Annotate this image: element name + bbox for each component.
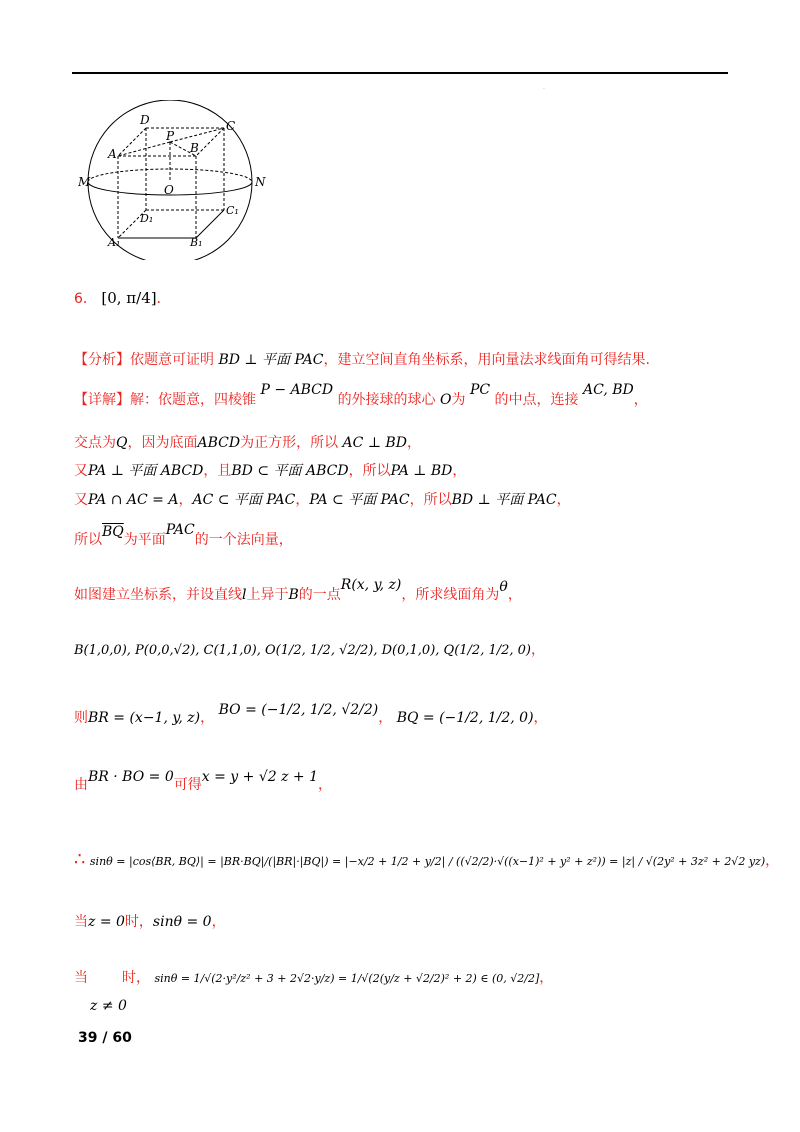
line-11-sine: ∴ sinθ = |cos⟨BR, BQ⟩| = |BR·BQ|/(|BR|·|BQ|) = |−x/2 + 1/2 + y/2| / ((√2/2)·√((x−1)² + y² + z²)) = |z| / √(2y² + 3z² + 2√2 yz)，	[74, 849, 780, 870]
analysis-tag: 【分析】	[74, 352, 130, 368]
analysis-line: 【分析】依题意可证明 BD ⊥ 平面 PAC，建立空间直角坐标系，用向量法求线面角可得结果.	[74, 352, 650, 368]
header-mark: ·	[543, 86, 545, 93]
line-7: 如图建立坐标系，并设直线l上异于B的一点R(x, y, z)，所求线面角为θ，	[74, 577, 522, 603]
page-number: 39 / 60	[78, 1030, 132, 1046]
label-C1: C₁	[226, 204, 239, 217]
detail-tag: 【详解】	[74, 392, 130, 408]
line-12: 当z = 0时，sinθ = 0，	[74, 914, 226, 930]
label-A1: A₁	[108, 236, 121, 249]
line-4: 又PA ⊥ 平面 ABCD，且BD ⊂ 平面 ABCD，所以PA ⊥ BD，	[74, 463, 467, 479]
line-8-coordinates: B(1,0,0), P(0,0,√2), C(1,1,0), O(1/2, 1/2, √2/2), D(0,1,0), Q(1/2, 1/2, 0)，	[74, 642, 545, 658]
label-M: M	[78, 175, 91, 189]
label-O: O	[164, 183, 174, 197]
q6-number: 6．	[74, 291, 97, 307]
line-3: 交点为Q，因为底面ABCD为正方形，所以 AC ⊥ BD，	[74, 435, 421, 451]
line-6: 所以$\overline{BQ}$为平面PAC的一个法向量，	[74, 522, 293, 548]
line-13-condition: z ≠ 0	[90, 998, 127, 1014]
label-C: C	[226, 119, 236, 133]
label-D: D	[140, 113, 150, 127]
q6-answer: [0, π/4]	[101, 289, 157, 307]
label-P: P	[166, 129, 175, 143]
q6-line: 6． [0, π/4]．	[74, 289, 171, 307]
line-13: 当 时， sinθ = 1/√(2·y²/z² + 3 + 2√2·y/z) = 1/√(2(y/z + √2/2)² + 2) ∈ (0, √2/2]，	[74, 970, 554, 986]
label-B1: B₁	[190, 236, 203, 249]
equator-back	[88, 169, 252, 182]
label-N: N	[255, 175, 266, 189]
line-5: 又PA ∩ AC = A，AC ⊂ 平面 PAC，PA ⊂ 平面 PAC，所以BD ⊥ 平面 PAC，	[74, 492, 571, 508]
line-10: 由BR · BO = 0可得x = y + √2 z + 1，	[74, 769, 333, 793]
label-A: A	[108, 147, 117, 161]
sphere-cube-diagram	[78, 100, 278, 260]
detail-line: 【详解】解：依题意，四棱锥 P − ABCD 的外接球的球心 O为 PC 的中点，连接 AC, BD，	[74, 382, 648, 408]
line-9-vectors: 则BR = (x−1, y, z)， BO = (−1/2, 1/2, √2/2)， BQ = (−1/2, 1/2, 0)，	[74, 702, 548, 726]
label-D1: D₁	[140, 212, 154, 225]
header-rule	[72, 72, 728, 74]
label-B: B	[190, 141, 199, 155]
